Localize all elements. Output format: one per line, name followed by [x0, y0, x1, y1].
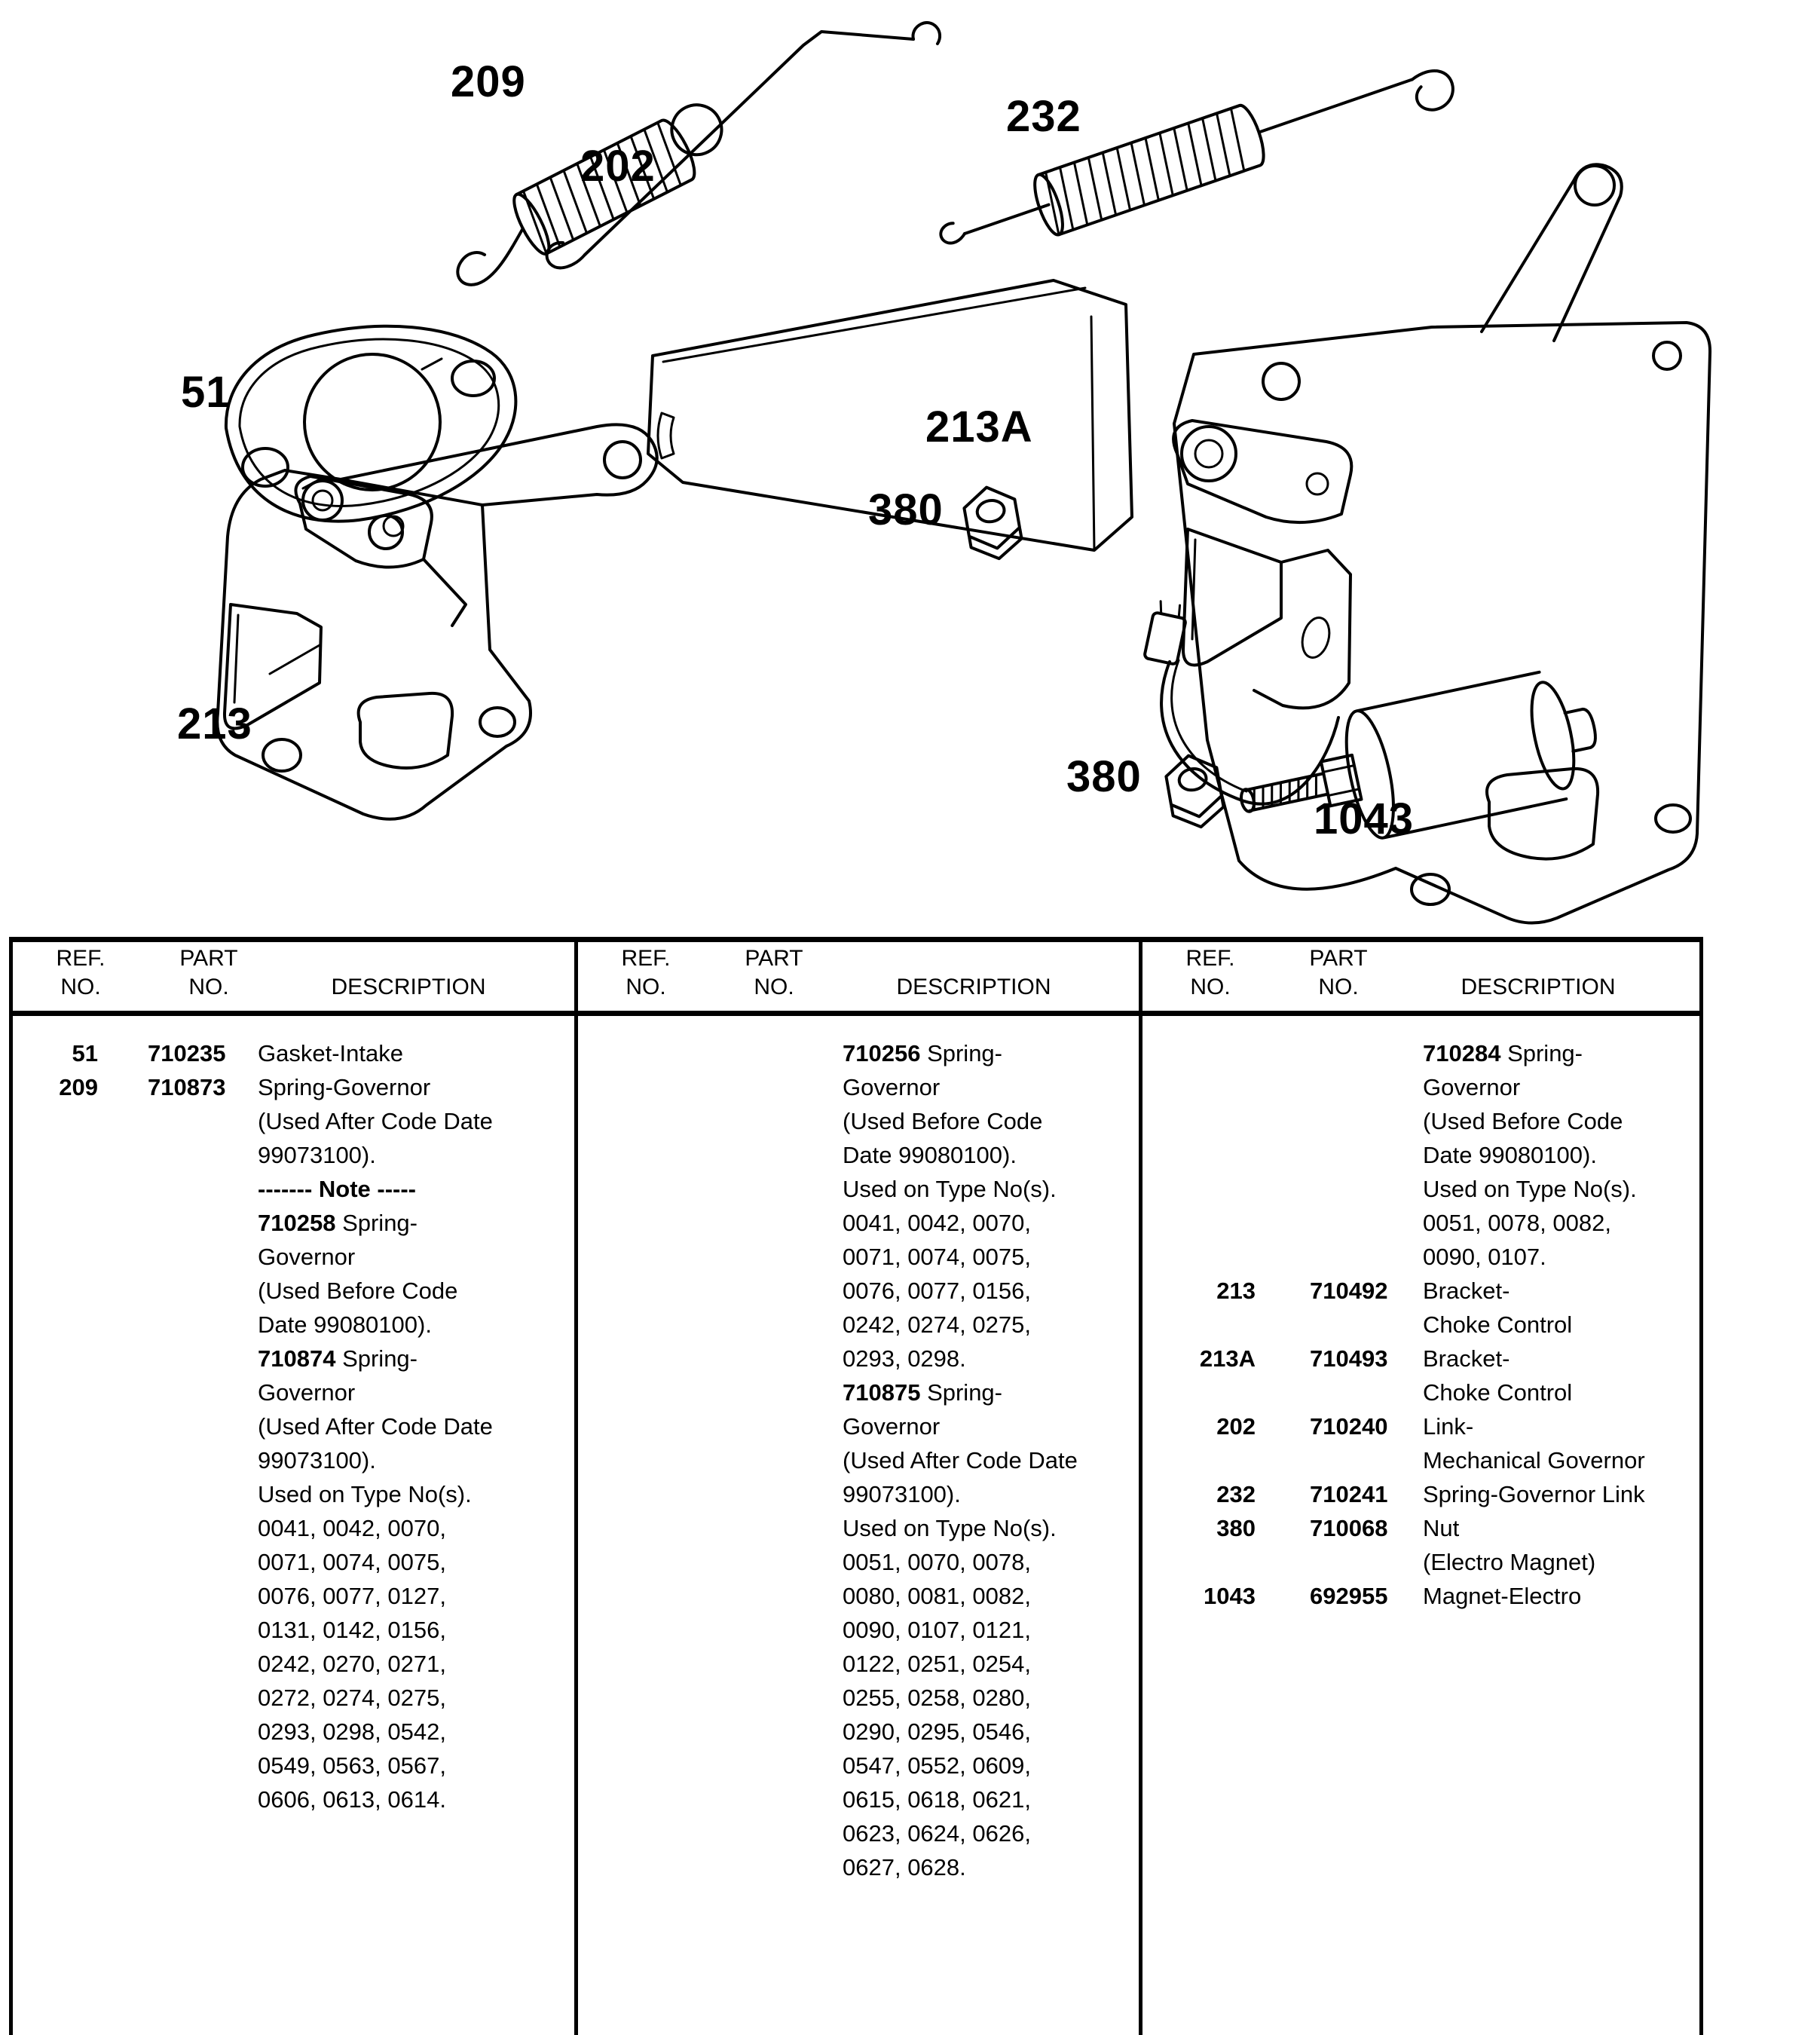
table-line [1142, 1242, 1704, 1276]
parts-column-3 [1142, 1039, 1704, 1615]
table-line [1142, 1106, 1704, 1140]
header-ref-col1 [35, 944, 126, 1002]
description-text: 99073100). [258, 1447, 376, 1473]
ref-no: 232 [1216, 1481, 1256, 1507]
table-line [9, 1208, 570, 1242]
description-text: Gasket-Intake [258, 1040, 403, 1066]
spring-209-drawing [437, 96, 739, 294]
table-line [574, 1581, 1136, 1615]
description-text: 710875 Spring- [843, 1379, 1002, 1406]
table-line [574, 1480, 1136, 1513]
table-line [9, 1039, 570, 1073]
table-line [574, 1717, 1136, 1751]
ref-no: 213 [1216, 1278, 1256, 1304]
description-text: 0080, 0081, 0082, [843, 1583, 1031, 1609]
part-label-232: 232 [1006, 92, 1081, 141]
table-top-border [9, 937, 1703, 942]
table-line [9, 1785, 570, 1819]
spring-232-drawing [932, 38, 1458, 275]
table-line [9, 1649, 570, 1683]
description-text: Bracket- [1423, 1278, 1510, 1304]
header-ref-line2: NO. [60, 975, 101, 999]
header-part-col3 [1286, 944, 1391, 1002]
part-label-209: 209 [451, 57, 526, 106]
description-text: Date 99080100). [1423, 1142, 1597, 1168]
table-line [9, 1106, 570, 1140]
part-no: 710241 [1310, 1481, 1388, 1507]
table-line [9, 1073, 570, 1106]
part-label-380-lower: 380 [1066, 752, 1142, 801]
description-text: 0090, 0107. [1423, 1244, 1546, 1270]
description-text: 0051, 0078, 0082, [1423, 1210, 1611, 1236]
description-text: 0549, 0563, 0567, [258, 1752, 446, 1779]
description-text: Nut [1423, 1515, 1460, 1541]
table-line [9, 1751, 570, 1785]
table-line [1142, 1276, 1704, 1310]
table-line [574, 1683, 1136, 1717]
table-line [9, 1480, 570, 1513]
description-text: Bracket- [1423, 1345, 1510, 1372]
description-text: 0076, 0077, 0156, [843, 1278, 1031, 1304]
header-part-col1 [156, 944, 262, 1002]
description-text: Mechanical Governor [1423, 1447, 1645, 1473]
header-ref-line2: NO. [626, 975, 666, 999]
table-line [9, 1140, 570, 1174]
description-text: 710874 Spring- [258, 1345, 418, 1372]
description-text: Governor [843, 1413, 941, 1440]
description-text: 0623, 0624, 0626, [843, 1820, 1031, 1847]
header-part-line1: PART [745, 946, 803, 971]
description-text: 0293, 0298. [843, 1345, 966, 1372]
description-text: Used on Type No(s). [258, 1481, 472, 1507]
description-text: Governor [258, 1244, 356, 1270]
header-part-col2 [721, 944, 827, 1002]
table-line [574, 1310, 1136, 1344]
ref-no: 202 [1216, 1413, 1256, 1440]
description-text: Used on Type No(s). [843, 1515, 1057, 1541]
table-line [574, 1140, 1136, 1174]
part-no: 692955 [1310, 1583, 1388, 1609]
table-line [9, 1547, 570, 1581]
gasket-51-drawing [226, 326, 515, 522]
description-text: Used on Type No(s). [843, 1176, 1057, 1202]
description-text: 0076, 0077, 0127, [258, 1583, 446, 1609]
table-line [1142, 1039, 1704, 1073]
description-text: Link- [1423, 1413, 1474, 1440]
description-text: 0242, 0274, 0275, [843, 1311, 1031, 1338]
table-line [9, 1581, 570, 1615]
header-ref-line1: REF. [56, 946, 106, 971]
description-text: 0242, 0270, 0271, [258, 1651, 446, 1677]
description-text: ------- Note ----- [258, 1176, 416, 1202]
table-line [9, 1310, 570, 1344]
description-text: (Electro Magnet) [1423, 1549, 1596, 1575]
table-line [574, 1073, 1136, 1106]
description-text: 0615, 0618, 0621, [843, 1786, 1031, 1813]
table-line [1142, 1310, 1704, 1344]
table-line [1142, 1344, 1704, 1378]
table-line [9, 1242, 570, 1276]
table-line [574, 1174, 1136, 1208]
description-text: 0122, 0251, 0254, [843, 1651, 1031, 1677]
part-no: 710493 [1310, 1345, 1388, 1372]
header-desc-col2: DESCRIPTION [896, 975, 1051, 999]
header-ref-line2: NO. [1190, 975, 1231, 999]
table-line [9, 1683, 570, 1717]
description-text: 0131, 0142, 0156, [258, 1617, 446, 1643]
table-line [574, 1242, 1136, 1276]
parts-column-2 [574, 1039, 1136, 1887]
part-no: 710240 [1310, 1413, 1388, 1440]
description-text: 0627, 0628. [843, 1854, 966, 1880]
table-line [9, 1615, 570, 1649]
table-line [1142, 1581, 1704, 1615]
table-line [574, 1853, 1136, 1887]
table-line [574, 1819, 1136, 1853]
parts-column-1 [9, 1039, 570, 1819]
description-text: (Used Before Code [843, 1108, 1043, 1134]
table-line [9, 1513, 570, 1547]
description-text: Used on Type No(s). [1423, 1176, 1637, 1202]
header-part-line1: PART [1309, 946, 1368, 971]
description-text: 710258 Spring- [258, 1210, 418, 1236]
description-text: 0293, 0298, 0542, [258, 1718, 446, 1745]
part-no: 710873 [148, 1074, 226, 1100]
exploded-parts-illustration [0, 0, 1820, 942]
wire-connector-drawing [1144, 600, 1188, 664]
ref-no: 380 [1216, 1515, 1256, 1541]
part-label-213A: 213A [925, 402, 1033, 451]
table-line [9, 1412, 570, 1446]
description-text: 0547, 0552, 0609, [843, 1752, 1031, 1779]
table-line [1142, 1547, 1704, 1581]
description-text: 710284 Spring- [1423, 1040, 1583, 1066]
table-line [9, 1378, 570, 1412]
description-text: Choke Control [1423, 1379, 1573, 1406]
header-ref-line1: REF. [621, 946, 671, 971]
header-part-line2: NO. [754, 975, 794, 999]
table-line [574, 1547, 1136, 1581]
part-no: 710492 [1310, 1278, 1388, 1304]
ref-no: 209 [59, 1074, 98, 1100]
part-label-51: 51 [181, 368, 231, 417]
header-desc-col1: DESCRIPTION [331, 975, 486, 999]
description-text: (Used Before Code [258, 1278, 458, 1304]
table-line [574, 1785, 1136, 1819]
description-text: 0051, 0070, 0078, [843, 1549, 1031, 1575]
part-label-202: 202 [580, 142, 656, 191]
nut-380-upper-drawing [962, 483, 1025, 563]
table-line [1142, 1412, 1704, 1446]
table-line [574, 1344, 1136, 1378]
table-line [574, 1412, 1136, 1446]
description-text: Date 99080100). [258, 1311, 432, 1338]
table-line [574, 1649, 1136, 1683]
part-label-380-upper: 380 [868, 485, 944, 534]
table-line [1142, 1378, 1704, 1412]
description-text: 0255, 0258, 0280, [843, 1685, 1031, 1711]
description-text: 0290, 0295, 0546, [843, 1718, 1031, 1745]
part-no: 710068 [1310, 1515, 1388, 1541]
description-text: 0071, 0074, 0075, [843, 1244, 1031, 1270]
description-text: (Used After Code Date [258, 1413, 493, 1440]
header-ref-col2 [601, 944, 691, 1002]
table-line [9, 1344, 570, 1378]
header-ref-line1: REF. [1185, 946, 1235, 971]
table-line [1142, 1174, 1704, 1208]
table-line [574, 1378, 1136, 1412]
table-line [574, 1751, 1136, 1785]
ref-no: 213A [1199, 1345, 1256, 1372]
nut-380-lower-drawing [1164, 751, 1227, 831]
description-text: 0041, 0042, 0070, [258, 1515, 446, 1541]
part-label-213: 213 [177, 699, 252, 748]
table-line [1142, 1513, 1704, 1547]
table-line [574, 1276, 1136, 1310]
table-line [1142, 1480, 1704, 1513]
table-line [1142, 1208, 1704, 1242]
table-line [1142, 1073, 1704, 1106]
table-line [574, 1615, 1136, 1649]
table-line [574, 1446, 1136, 1480]
description-text: Date 99080100). [843, 1142, 1017, 1168]
description-text: Choke Control [1423, 1311, 1573, 1338]
ref-no: 1043 [1204, 1583, 1256, 1609]
table-line [574, 1106, 1136, 1140]
description-text: Magnet-Electro [1423, 1583, 1582, 1609]
table-line [9, 1174, 570, 1208]
table-line [1142, 1140, 1704, 1174]
table-line [9, 1446, 570, 1480]
description-text: 99073100). [258, 1142, 376, 1168]
header-part-line2: NO. [188, 975, 229, 999]
table-line [574, 1039, 1136, 1073]
description-text: 99073100). [843, 1481, 961, 1507]
description-text: Governor [843, 1074, 941, 1100]
description-text: 0041, 0042, 0070, [843, 1210, 1031, 1236]
description-text: 0071, 0074, 0075, [258, 1549, 446, 1575]
header-desc-col3: DESCRIPTION [1461, 975, 1616, 999]
description-text: (Used Before Code [1423, 1108, 1623, 1134]
description-text: 0090, 0107, 0121, [843, 1617, 1031, 1643]
header-part-line1: PART [179, 946, 238, 971]
ref-no: 51 [72, 1040, 98, 1066]
table-line [574, 1208, 1136, 1242]
description-text: 710256 Spring- [843, 1040, 1002, 1066]
description-text: Governor [258, 1379, 356, 1406]
table-line [9, 1717, 570, 1751]
description-text: Spring-Governor [258, 1074, 431, 1100]
table-header-separator [9, 1011, 1703, 1016]
part-no: 710235 [148, 1040, 226, 1066]
description-text: 0272, 0274, 0275, [258, 1685, 446, 1711]
header-part-line2: NO. [1318, 975, 1359, 999]
description-text: (Used After Code Date [843, 1447, 1078, 1473]
table-line [574, 1513, 1136, 1547]
header-ref-col3 [1165, 944, 1256, 1002]
part-label-1043: 1043 [1314, 794, 1415, 843]
table-line [9, 1276, 570, 1310]
description-text: (Used After Code Date [258, 1108, 493, 1134]
bracket-213-drawing [217, 424, 656, 819]
magnet-1043-drawing [1228, 663, 1607, 865]
description-text: Spring-Governor Link [1423, 1481, 1645, 1507]
table-line [1142, 1446, 1704, 1480]
description-text: Governor [1423, 1074, 1521, 1100]
description-text: 0606, 0613, 0614. [258, 1786, 446, 1813]
